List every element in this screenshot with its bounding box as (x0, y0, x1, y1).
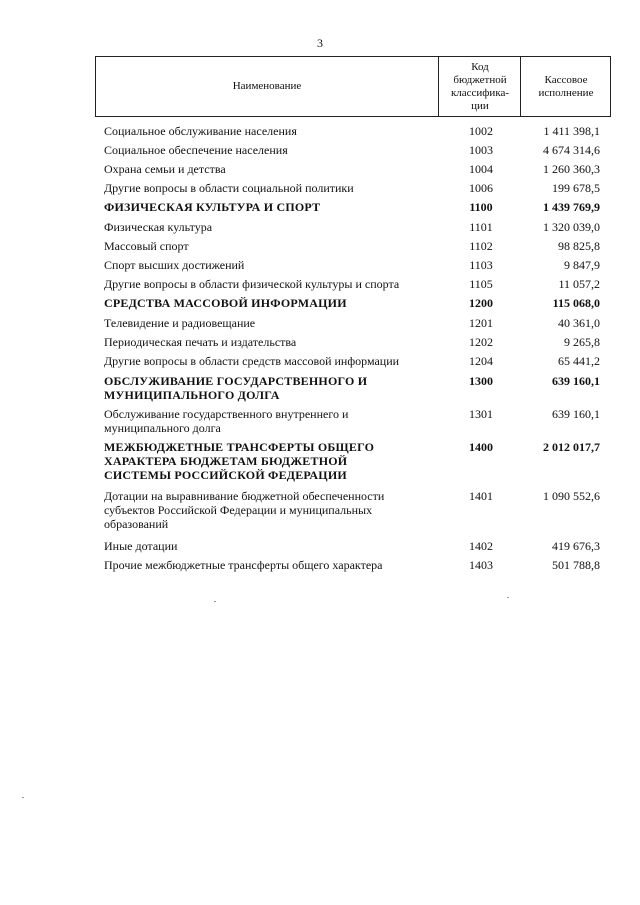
row-code: 1102 (469, 239, 493, 253)
row-name: Прочие межбюджетные трансферты общего характера (104, 558, 383, 572)
header-code (438, 57, 521, 116)
row-code: 1200 (469, 296, 493, 310)
row-name: ОБСЛУЖИВАНИЕ ГОСУДАРСТВЕННОГО И МУНИЦИПАЛЬНОГО ДОЛГА (104, 374, 368, 402)
row-amount: 639 160,1 (552, 374, 600, 388)
row-code: 1401 (469, 489, 493, 503)
row-code: 1004 (469, 162, 493, 176)
row-name: Телевидение и радиовещание (104, 316, 256, 330)
row-name: ФИЗИЧЕСКАЯ КУЛЬТУРА И СПОРТ (104, 200, 321, 214)
row-name: Физическая культура (104, 220, 213, 234)
row-code: 1403 (469, 558, 493, 572)
row-name: Дотации на выравнивание бюджетной обеспеченности субъектов Российской Федерации и муниципальных образований (104, 489, 385, 531)
row-name: Другие вопросы в области социальной политики (104, 181, 354, 195)
row-name: Социальное обслуживание населения (104, 124, 297, 138)
row-name: Массовый спорт (104, 239, 189, 253)
row-name: МЕЖБЮДЖЕТНЫЕ ТРАНСФЕРТЫ ОБЩЕГО ХАРАКТЕРА БЮДЖЕТАМ БЮДЖЕТНОЙ СИСТЕМЫ РОССИЙСКОЙ ФЕДЕРАЦИИ (104, 440, 375, 482)
row-amount: 1 439 769,9 (543, 200, 600, 214)
row-amount: 1 260 360,3 (543, 162, 600, 176)
page-number: 3 (317, 36, 323, 50)
scan-speck (22, 797, 24, 798)
scan-speck (214, 601, 216, 602)
row-code: 1003 (469, 143, 493, 157)
row-amount: 419 676,3 (552, 539, 600, 553)
row-amount: 11 057,2 (558, 277, 600, 291)
row-code: 1402 (469, 539, 493, 553)
row-code: 1006 (469, 181, 493, 195)
row-amount: 65 441,2 (558, 354, 600, 368)
row-code: 1100 (469, 200, 493, 214)
row-code: 1400 (469, 440, 493, 454)
row-code: 1201 (469, 316, 493, 330)
header-amount-text: Кассовое исполнение (538, 73, 594, 99)
row-amount: 9 847,9 (564, 258, 600, 272)
row-amount: 98 825,8 (558, 239, 600, 253)
table-header (95, 56, 611, 117)
row-amount: 4 674 314,6 (543, 143, 600, 157)
row-name: Периодическая печать и издательства (104, 335, 297, 349)
row-name: Другие вопросы в области физической культуры и спорта (104, 277, 400, 291)
row-amount: 40 361,0 (558, 316, 600, 330)
row-code: 1300 (469, 374, 493, 388)
row-amount: 9 265,8 (564, 335, 600, 349)
row-name: Социальное обеспечение населения (104, 143, 288, 157)
row-amount: 1 320 039,0 (543, 220, 600, 234)
header-amount (520, 57, 611, 116)
row-code: 1002 (469, 124, 493, 138)
row-amount: 2 012 017,7 (543, 440, 600, 454)
row-amount: 639 160,1 (552, 407, 600, 421)
row-name: Спорт высших достижений (104, 258, 245, 272)
row-name: Другие вопросы в области средств массовой информации (104, 354, 400, 368)
row-code: 1202 (469, 335, 493, 349)
row-amount: 1 090 552,6 (543, 489, 600, 503)
row-amount: 501 788,8 (552, 558, 600, 572)
row-amount: 1 411 398,1 (543, 124, 600, 138)
scan-speck (507, 597, 509, 598)
row-name: СРЕДСТВА МАССОВОЙ ИНФОРМАЦИИ (104, 296, 347, 310)
row-amount: 199 678,5 (552, 181, 600, 195)
row-code: 1103 (469, 258, 493, 272)
row-code: 1301 (469, 407, 493, 421)
header-name: Наименование (232, 80, 302, 92)
header-code-text: Код бюджетной классифика- ции (450, 60, 510, 112)
row-code: 1204 (469, 354, 493, 368)
row-code: 1105 (469, 277, 493, 291)
row-code: 1101 (469, 220, 493, 234)
row-name: Иные дотации (104, 539, 178, 553)
row-amount: 115 068,0 (552, 296, 600, 310)
row-name: Обслуживание государственного внутреннего и муниципального долга (104, 407, 349, 435)
row-name: Охрана семьи и детства (104, 162, 226, 176)
